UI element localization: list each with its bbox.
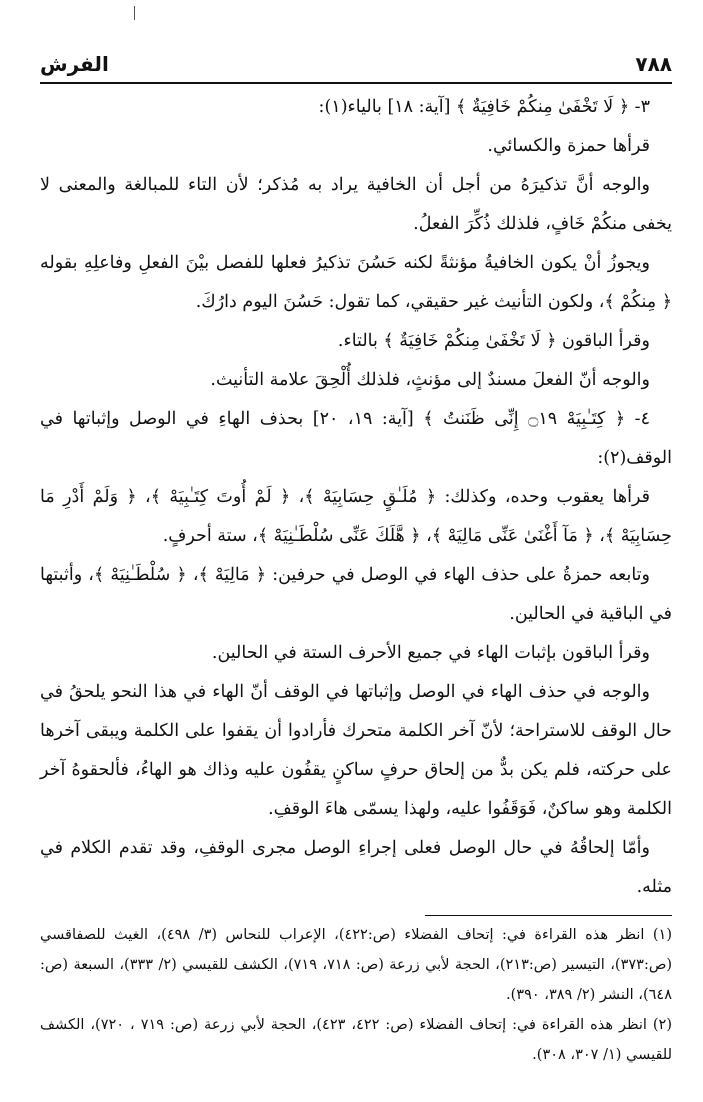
page-header bbox=[40, 52, 672, 78]
page-number: ٧٨٨ bbox=[635, 52, 672, 76]
paragraph: والوجه في حذف الهاء في الوصل وإثباتها في الوقف أنّ الهاء في هذا النحو يلحقُ في حال الوقف للاستراحة؛ لأنّ آخر الكلمة متحرك فأرادوا أن يقفوا على الكلمة ويبقى آخرها على حركته، فلم يكن بدٌّ من إلحاق حرفٍ ساكنٍ يقفُون عليه وذاك هو الهاءُ، فألحقوهُ آخر الكلمة وهو ساكنٌ، فَوَقَفُوا عليه، ولهذا يسمّى هاءَ الوقفِ. bbox=[40, 682, 672, 819]
paragraph: قرأها يعقوب وحده، وكذلك: ﴿ مُلَـٰقٍ حِسَابِيَهْ ﴾، ﴿ لَمْ أُوتَ كِتَـٰبِيَهْ ﴾، ﴿ وَلَمْ أَدْرِ مَا حِسَابِيَهْ ﴾، ﴿ مَآ أَغْنَىٰ عَنِّى مَالِيَهْ ﴾، ﴿ هَّلَكَ عَنِّى سُلْطَـٰنِيَهْ ﴾، ستة أحرفٍ. bbox=[40, 487, 672, 546]
paragraph-reading-3: ٣- ﴿ لَا تَخْفَىٰ مِنكُمْ خَافِيَةٌ ﴾ [آية: ١٨] بالياء(١): bbox=[318, 97, 650, 117]
paragraph: وتابعه حمزةُ على حذف الهاء في الوصل في حرفين: ﴿ مَالِيَهْ ﴾، ﴿ سُلْطَـٰنِيَهْ ﴾، وأثبتها في الباقية في الحالين. bbox=[40, 565, 672, 624]
margin-tick-mark bbox=[134, 6, 135, 20]
paragraph: والوجه أنّ الفعلَ مسندٌ إلى مؤنثٍ، فلذلك أُلْحِقَ علامة التأنيث. bbox=[210, 370, 650, 390]
paragraph: قرأها حمزة والكسائي. bbox=[487, 136, 650, 156]
footnotes bbox=[40, 920, 672, 1070]
paragraph: وأمّا إلحاقُهُ في حال الوصل فعلى إجراءِ الوصل مجرى الوقفِ، وقد تقدم الكلام في مثله. bbox=[40, 838, 672, 897]
paragraph: وقرأ الباقون بإثبات الهاء في جميع الأحرف الستة في الحالين. bbox=[211, 643, 650, 663]
footnote-1: (١) انظر هذه القراءة في: إتحاف الفضلاء (ص:٤٢٢)، الإعراب للنحاس (٣/ ٤٩٨)، الغيث للصفاقسي (ص:٣٧٣)، التيسير (ص:٢١٣)، الحجة لأبي زرعة (ص: ٧١٨، ٧١٩)، الكشف للقيسي (٢/ ٣٣٣)، السبعة (ص: ٦٤٨)، النشر (٢/ ٣٨٩، ٣٩٠). bbox=[40, 927, 673, 1003]
header-rule bbox=[40, 82, 672, 84]
footnote-2: (٢) انظر هذه القراءة في: إتحاف الفضلاء (ص: ٤٢٢، ٤٢٣)، الحجة لأبي زرعة (ص: ٧١٩ ، ٧٢٠)، الكشف للقيسي (١/ ٣٠٧، ٣٠٨). bbox=[40, 1017, 672, 1063]
footnote-rule bbox=[425, 915, 672, 916]
paragraph: وقرأ الباقون ﴿ لَا تَخْفَىٰ مِنكُمْ خَافِيَةٌ ﴾ بالتاء. bbox=[337, 331, 650, 351]
body-text bbox=[40, 88, 672, 907]
paragraph: ويجوزُ أنْ يكون الخافيةُ مؤنثةً لكنه حَسُنَ تذكيرُ فعلها للفصل بيْنَ الفعلِ وفاعلِهِ بقوله ﴿ مِنكُمْ ﴾، ولكون التأنيث غير حقيقي، كما تقول: حَسُنَ اليوم دارُكَ. bbox=[40, 253, 672, 312]
running-title: الفرش bbox=[40, 52, 109, 76]
paragraph: والوجه أنَّ تذكيرَهُ من أجل أن الخافية يراد به مُذكر؛ لأن التاء للمبالغة والمعنى لا يخفى منكُمْ خَافٍ، فلذلك ذُكِّرَ الفعلُ. bbox=[40, 175, 672, 234]
paragraph-reading-4: ٤- ﴿ كِتَـٰبِيَهْ ۝١٩ إِنِّى ظَنَنتُ ﴾ [آية: ١٩، ٢٠] بحذف الهاءِ في الوصل وإثباتها في الوقف(٢): bbox=[40, 409, 672, 468]
